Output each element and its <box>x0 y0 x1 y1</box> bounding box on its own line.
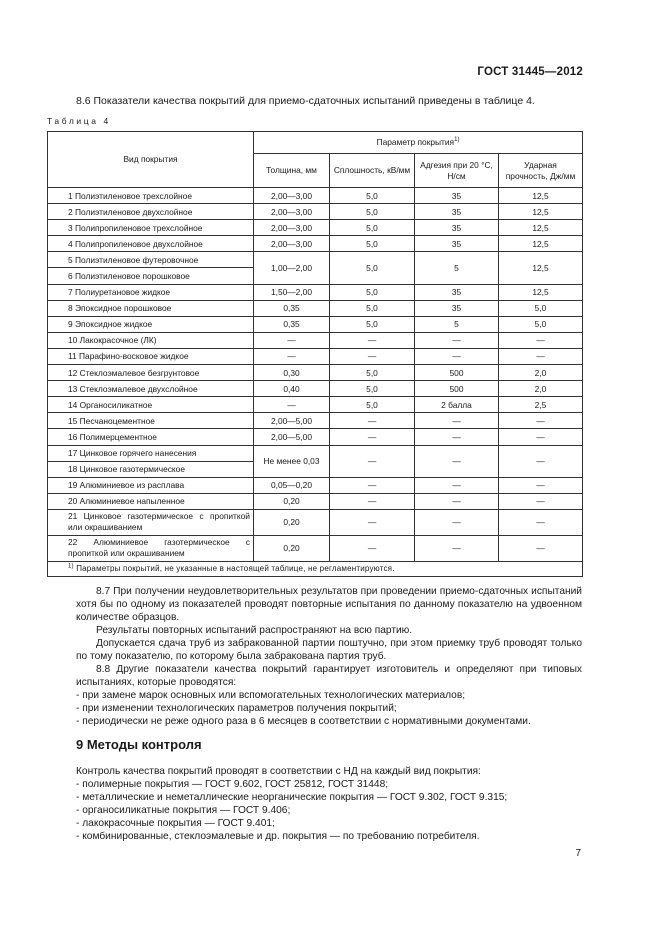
cell-adhesion: — <box>415 477 499 493</box>
cell-continuity: — <box>330 535 415 561</box>
cell-impact: — <box>499 493 583 509</box>
paragraph-8-8: 8.8 Другие показатели качества покрытий гарантирует изготовитель и определяют при типовых испытаниях, которые проводятся: <box>76 664 582 688</box>
table-row <box>48 348 583 364</box>
cell-continuity: — <box>330 477 415 493</box>
table-row <box>48 477 583 493</box>
cell-adhesion: — <box>415 348 499 364</box>
table-row <box>48 188 583 204</box>
cell-adhesion: 35 <box>415 300 499 316</box>
cell-impact: 12,5 <box>499 204 583 220</box>
list-item: - лакокрасочные покрытия — ГОСТ 9.401; <box>76 818 275 829</box>
list-9 <box>76 778 582 843</box>
cell-adhesion: — <box>415 445 499 477</box>
cell-thickness: 0,05—0,20 <box>254 477 330 493</box>
document-code-header: ГОСТ 31445—2012 <box>477 66 583 78</box>
cell-type: 14 Органосиликатное <box>48 397 254 413</box>
cell-thickness: 0,20 <box>254 535 330 561</box>
cell-thickness: 0,40 <box>254 381 330 397</box>
table-caption: Таблица 4 <box>47 116 111 126</box>
cell-impact: 2,0 <box>499 381 583 397</box>
cell-type: 21 Цинковое газотермическое с пропиткой или окрашиванием <box>48 509 254 535</box>
cell-adhesion: — <box>415 332 499 348</box>
table-row <box>48 493 583 509</box>
cell-continuity: 5,0 <box>330 300 415 316</box>
cell-adhesion: — <box>415 509 499 535</box>
coating-quality-table <box>47 131 583 577</box>
cell-thickness: 2,00—3,00 <box>254 236 330 252</box>
list-item: - при замене марок основных или вспомогательных технологических материалов; <box>76 690 466 701</box>
cell-thickness: — <box>254 332 330 348</box>
header-coating-parameter: Параметр покрытия$^{1)}$ <box>254 132 583 154</box>
cell-type: 8 Эпоксидное порошковое <box>48 300 254 316</box>
cell-type: 5 Полиэтиленовое футеровочное <box>48 252 254 268</box>
cell-type: 16 Полимерцементное <box>48 429 254 445</box>
cell-adhesion: 2 балла <box>415 397 499 413</box>
cell-thickness: 1,50—2,00 <box>254 284 330 300</box>
cell-continuity: 5,0 <box>330 284 415 300</box>
list-item: - органосиликатные покрытия — ГОСТ 9.406; <box>76 805 291 816</box>
page-number: 7 <box>575 848 581 859</box>
list-item: - периодически не реже одного раза в 6 месяцев в соответствии с нормативными документами. <box>76 716 531 727</box>
cell-type: 13 Стеклоэмалевое двухслойное <box>48 381 254 397</box>
section-9-block <box>76 765 582 843</box>
cell-type: 9 Эпоксидное жидкое <box>48 316 254 332</box>
cell-adhesion: 5 <box>415 316 499 332</box>
list-item: - полимерные покрытия — ГОСТ 9.602, ГОСТ 25812, ГОСТ 31448; <box>76 779 389 790</box>
cell-impact: — <box>499 445 583 477</box>
list-item: - металлические и неметаллические неорганические покрытия — ГОСТ 9.302, ГОСТ 9.315; <box>76 792 508 803</box>
table-row <box>48 397 583 413</box>
cell-thickness: 1,00—2,00 <box>254 252 330 284</box>
cell-thickness: — <box>254 397 330 413</box>
cell-adhesion: 500 <box>415 381 499 397</box>
cell-type: 11 Парафино-восковое жидкое <box>48 348 254 364</box>
cell-thickness: 0,35 <box>254 316 330 332</box>
cell-continuity: — <box>330 445 415 477</box>
table-row <box>48 535 583 561</box>
cell-adhesion: — <box>415 493 499 509</box>
cell-adhesion: 500 <box>415 365 499 381</box>
cell-type: 6 Полиэтиленовое порошковое <box>48 268 254 284</box>
table-row <box>48 332 583 348</box>
cell-continuity: — <box>330 332 415 348</box>
header-impact-strength: Ударная прочность, Дж/мм <box>499 154 583 188</box>
table-row <box>48 300 583 316</box>
list-8-8 <box>76 689 582 728</box>
table-row <box>48 220 583 236</box>
cell-impact: 12,5 <box>499 236 583 252</box>
table-row <box>48 445 583 461</box>
cell-type: 17 Цинковое горячего нанесения <box>48 445 254 461</box>
cell-thickness: 2,00—3,00 <box>254 220 330 236</box>
cell-impact: 12,5 <box>499 220 583 236</box>
cell-type: 15 Песчаноцементное <box>48 413 254 429</box>
cell-thickness: — <box>254 348 330 364</box>
cell-continuity: 5,0 <box>330 397 415 413</box>
table-row <box>48 365 583 381</box>
cell-type: 2 Полиэтиленовое двухслойное <box>48 204 254 220</box>
cell-continuity: — <box>330 509 415 535</box>
cell-thickness: 0,35 <box>254 300 330 316</box>
section-8-7-block <box>76 585 582 728</box>
header-coating-type: Вид покрытия <box>48 132 254 188</box>
cell-type: 18 Цинковое газотермическое <box>48 461 254 477</box>
paragraph-8-7-repeat-results: Результаты повторных испытаний распространяют на всю партию. <box>96 625 413 636</box>
cell-thickness: 0,30 <box>254 365 330 381</box>
table-row <box>48 429 583 445</box>
table-row <box>48 316 583 332</box>
cell-type: 4 Полипропиленовое двухслойное <box>48 236 254 252</box>
table-row <box>48 381 583 397</box>
cell-impact: 5,0 <box>499 316 583 332</box>
table-footnote: $^{1)}$ Параметры покрытий, не указанные в настоящей таблице, не регламентируются. <box>48 561 583 576</box>
table-row <box>48 413 583 429</box>
cell-impact: 12,5 <box>499 284 583 300</box>
paragraph-8-7-piece-delivery: Допускается сдача труб из забракованной партии поштучно, при этом приемку труб проводят только по тому показателю, по которому была забракована партия труб. <box>76 638 582 662</box>
cell-type: 3 Полипропиленовое трехслойное <box>48 220 254 236</box>
cell-thickness: 2,00—3,00 <box>254 204 330 220</box>
cell-impact: 5,0 <box>499 300 583 316</box>
cell-continuity: 5,0 <box>330 204 415 220</box>
cell-continuity: — <box>330 429 415 445</box>
cell-impact: — <box>499 535 583 561</box>
cell-type: 20 Алюминиевое напыленное <box>48 493 254 509</box>
cell-thickness: 0,20 <box>254 509 330 535</box>
cell-impact: 2,5 <box>499 397 583 413</box>
table-row <box>48 236 583 252</box>
cell-adhesion: — <box>415 413 499 429</box>
cell-type: 12 Стеклоэмалевое безгрунтовое <box>48 365 254 381</box>
cell-adhesion: — <box>415 429 499 445</box>
cell-adhesion: 35 <box>415 188 499 204</box>
cell-adhesion: 35 <box>415 236 499 252</box>
cell-type: 1 Полиэтиленовое трехслойное <box>48 188 254 204</box>
cell-impact: 12,5 <box>499 252 583 284</box>
header-adhesion: Адгезия при 20 °С, Н/см <box>415 154 499 188</box>
table-row <box>48 284 583 300</box>
cell-adhesion: 35 <box>415 220 499 236</box>
cell-continuity: 5,0 <box>330 316 415 332</box>
cell-adhesion: 35 <box>415 204 499 220</box>
cell-continuity: 5,0 <box>330 252 415 284</box>
cell-continuity: — <box>330 493 415 509</box>
cell-impact: — <box>499 477 583 493</box>
cell-continuity: 5,0 <box>330 236 415 252</box>
table-footnote-row <box>48 561 583 576</box>
cell-type: 10 Лакокрасочное (ЛК) <box>48 332 254 348</box>
table-row <box>48 509 583 535</box>
cell-thickness: 2,00—5,00 <box>254 413 330 429</box>
cell-continuity: — <box>330 413 415 429</box>
cell-continuity: 5,0 <box>330 188 415 204</box>
cell-impact: 2,0 <box>499 365 583 381</box>
cell-type: 7 Полиуретановое жидкое <box>48 284 254 300</box>
header-continuity: Сплошность, кВ/мм <box>330 154 415 188</box>
cell-type: 19 Алюминиевое из расплава <box>48 477 254 493</box>
cell-thickness: 2,00—3,00 <box>254 188 330 204</box>
table-row <box>48 252 583 268</box>
paragraph-8-7: 8.7 При получении неудовлетворительных результатов при проведении приемо-сдаточных испытаний хотя бы по одному из показателей проводят повторные испытания по данному показателю на удвоенном количестве образцов. <box>76 586 582 623</box>
cell-adhesion: 35 <box>415 284 499 300</box>
cell-thickness: 0,20 <box>254 493 330 509</box>
cell-continuity: 5,0 <box>330 381 415 397</box>
cell-adhesion: 5 <box>415 252 499 284</box>
list-item: - комбинированные, стеклоэмалевые и др. покрытия — по требованию потребителя. <box>76 831 480 842</box>
cell-impact: — <box>499 509 583 535</box>
cell-impact: — <box>499 348 583 364</box>
intro-paragraph: 8.6 Показатели качества покрытий для приемо-сдаточных испытаний приведены в таблице 4. <box>76 95 535 107</box>
cell-continuity: 5,0 <box>330 220 415 236</box>
cell-impact: — <box>499 332 583 348</box>
cell-thickness: Не менее 0,03 <box>254 445 330 477</box>
paragraph-9: Контроль качества покрытий проводят в соответствии с НД на каждый вид покрытия: <box>76 766 481 777</box>
cell-continuity: — <box>330 348 415 364</box>
table-row <box>48 204 583 220</box>
header-thickness: Толщина, мм <box>254 154 330 188</box>
cell-impact: — <box>499 413 583 429</box>
section-9-heading: 9 Методы контроля <box>76 737 202 752</box>
list-item: - при изменении технологических параметров получения покрытий; <box>76 703 397 714</box>
cell-adhesion: — <box>415 535 499 561</box>
cell-type: 22 Алюминиевое газотермическое с пропиткой или окрашиванием <box>48 535 254 561</box>
cell-impact: 12,5 <box>499 188 583 204</box>
cell-continuity: 5,0 <box>330 365 415 381</box>
cell-impact: — <box>499 429 583 445</box>
cell-thickness: 2,00—5,00 <box>254 429 330 445</box>
